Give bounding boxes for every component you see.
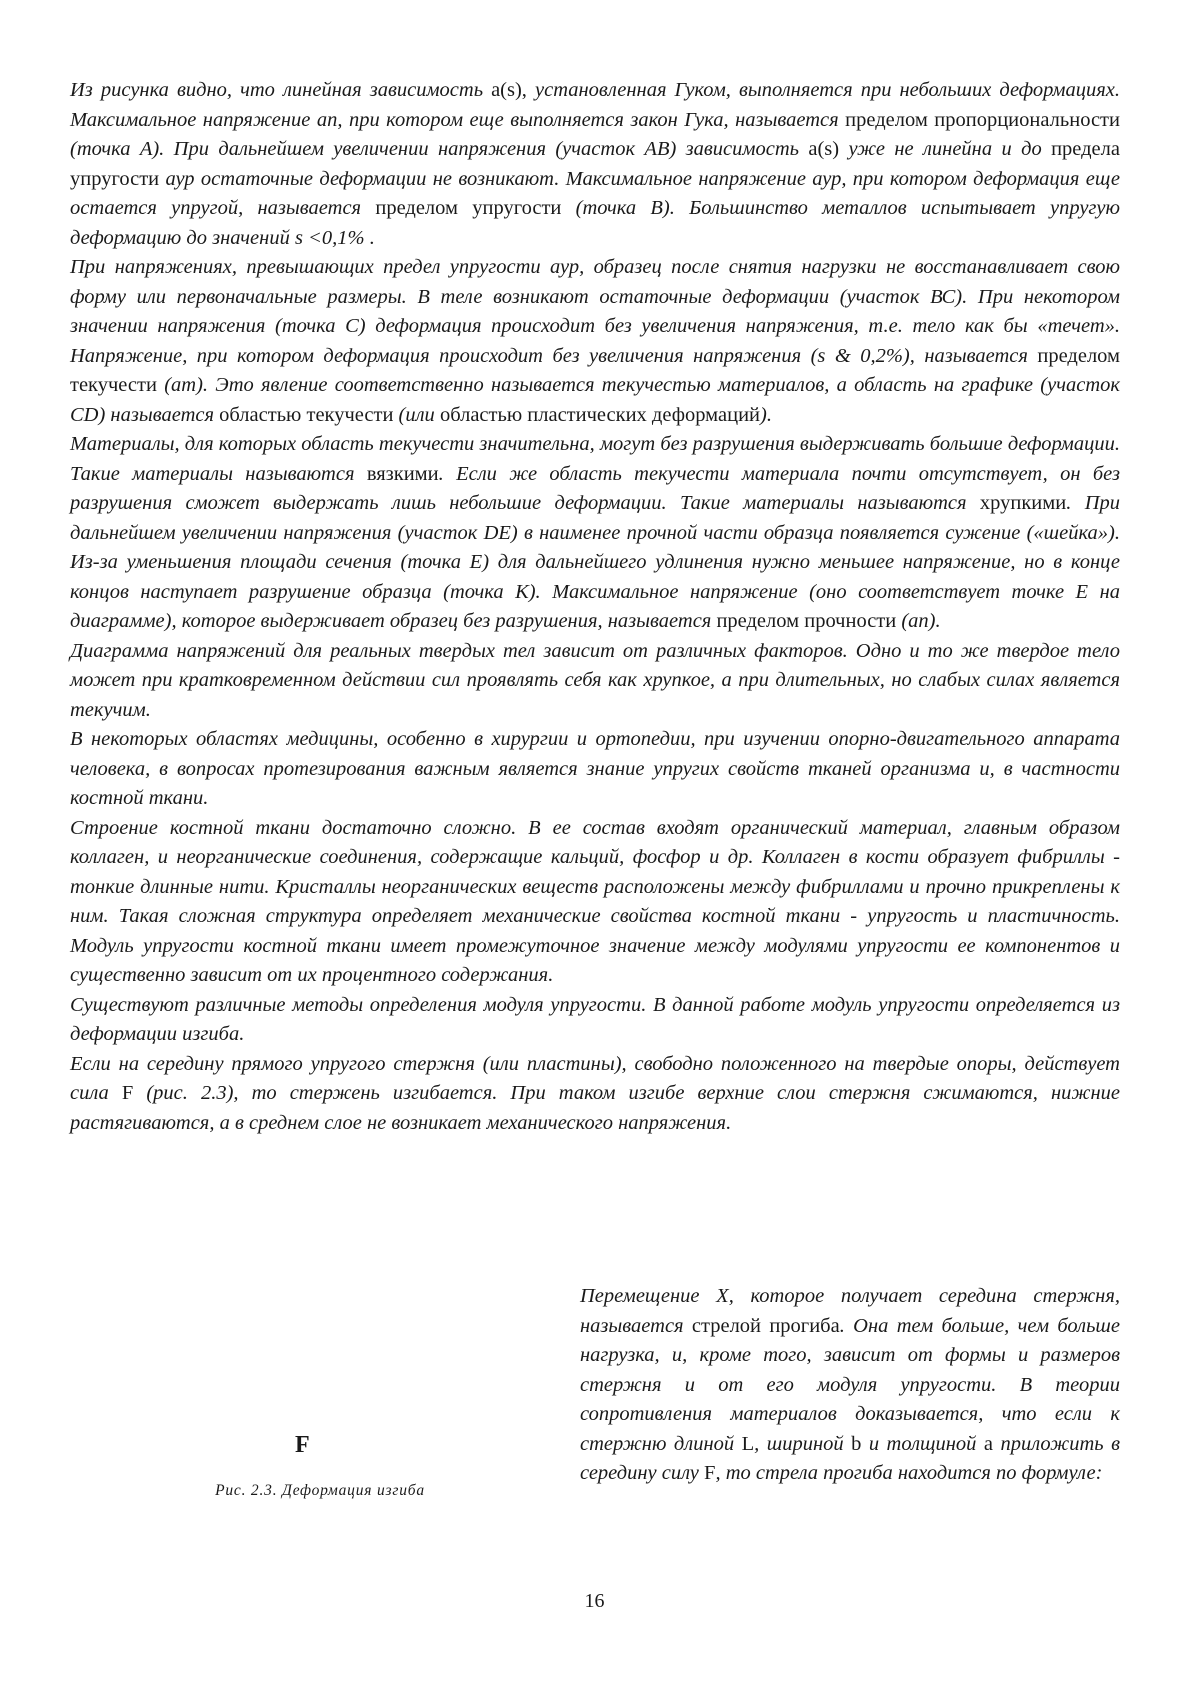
term-text: L [741, 1432, 755, 1455]
text-run: Из рисунка видно, что линейная зависимость [70, 79, 492, 101]
figure-caption: Рис. 2.3. Деформация изгиба [215, 1482, 425, 1499]
paragraph [70, 725, 1120, 814]
text-run: аур остаточные деформации не возникают. Максимальное напряжение аур, при котором деформация еще остается упругой, называется [70, 167, 1120, 219]
term-text: a [983, 1432, 994, 1455]
text-run: , шириной [754, 1432, 852, 1455]
text-run: (ап). [896, 610, 941, 632]
text-run: Материалы, для которых область текучести значительна, могут без разрушения выдерживать большие деформации. Такие материалы называются [70, 433, 1120, 485]
text-run: . Она тем больше, чем больше нагрузка, и, кроме того, зависит от формы и размеров стержня и от его модуля упругости. В теории сопротивления материалов доказывается, что если к стержню длиной [580, 1314, 1120, 1455]
text-run: В некоторых областях медицины, особенно в хирургии и ортопедии, при изучении опорно-двигательного аппарата человека, в вопросах протезирования важным является знание упругих свойств тканей организма и, в частности костной ткани. [70, 728, 1120, 809]
term-text: b [851, 1432, 862, 1455]
text-run: При напряжениях, превышающих предел упругости аур, образец после снятия нагрузки не восстанавливает свою форму или первоначальные размеры. В теле возникают остаточные деформации (участок ВС). При некотором значении напряжения (точка С) деформация происходит без увеличения напряжения, т.е. тело как бы «течет». Напряжение, при котором деформация происходит без увеличения напряжения (s & 0,2%), называется [70, 256, 1120, 367]
text-run: приложить в середину силу [580, 1432, 1120, 1484]
text-run: (или [393, 403, 440, 426]
text-run: (точка А). При дальнейшем увеличении напряжения (участок АВ) зависимость [70, 138, 809, 160]
text-run: Диаграмма напряжений для реальных твердых тел зависит от различных факторов. Одно и то же твердое тело может при кратковременном действии сил проявлять себя как хрупкое, а при длительных, но слабых силах является текучим. [70, 639, 1120, 721]
term-text: a(s) [808, 138, 840, 160]
text-run: Существуют различные методы определения модуля упругости. В данной работе модуль упругости определяется из деформации изгиба. [70, 993, 1120, 1045]
text-run: . При дальнейшем увеличении напряжения (участок DE) в наименее прочной части образца появляется сужение («шейка»). Из-за уменьшения площади сечения (точка Е) для дальнейшего удлинения нужно меньшее напряжение, но в конце концов наступает разрушение образца (точка К). Максимальное напряжение (оно соответствует точке Е на диаграмме), которое выдерживает образец без разрушения, называется [70, 492, 1120, 632]
text-run: (точка В). Большинство металлов испытывает упругую деформацию до значений s <0,1% . [70, 197, 1120, 249]
side-text [580, 1282, 1120, 1489]
term-text: пределом упругости [375, 197, 562, 219]
paragraph [70, 814, 1120, 991]
term-text: хрупкими [979, 492, 1067, 514]
text-run: Строение костной ткани достаточно сложно. В ее состав входят органический материал, главным образом коллаген, и неорганические соединения, содержащие кальций, фосфор и др. Коллаген в кости образует фибриллы - тонкие длинные нити. Кристаллы неорганических веществ расположены между фибриллами и прочно прикреплены к ним. Такая сложная структура определяет механические свойства костной ткани - упругость и пластичность. Модуль упругости костной ткани имеет промежуточное значение между модулями упругости ее компонентов и существенно зависит от их процентного содержания. [70, 816, 1120, 986]
text-run: (ат). Это явление соответственно называется текучестью материалов, а область на графике (участок CD) называется [70, 374, 1120, 426]
figure-bending [140, 1300, 500, 1500]
text-run: Перемещение X, которое получает середина стержня, называется [580, 1285, 1120, 1337]
paragraph [70, 430, 1120, 637]
term-text: предела упругости [70, 138, 1120, 190]
term-text: областью текучести [219, 403, 394, 426]
main-text [70, 76, 1120, 1138]
paragraph [70, 637, 1120, 726]
text-run: уже не линейна и до [839, 138, 1052, 160]
term-text: F [704, 1462, 716, 1484]
paragraph [70, 76, 1120, 253]
term-text: стрелой прогиба [691, 1314, 840, 1337]
force-label: F [295, 1432, 310, 1458]
text-run: . Если же область текучести материала почти отсутствует, он без разрушения сможет выдержать лишь небольшие деформации. Такие материалы называются [70, 462, 1120, 514]
text-run: установленная Гуком, выполняется при небольших деформациях. Максимальное напряжение ап, при котором еще выполняется закон Гука, называется [70, 79, 1120, 131]
text-run: ). [760, 403, 772, 426]
term-text: a(s), [491, 79, 527, 101]
paragraph [70, 253, 1120, 430]
term-text: пределом пропорциональности [845, 108, 1120, 131]
text-run: , то стрела прогиба находится по формуле: [715, 1462, 1103, 1484]
paragraph [70, 1050, 1120, 1139]
paragraph [70, 991, 1120, 1050]
page-number: 16 [584, 1590, 605, 1612]
term-text: вязкими [366, 462, 439, 485]
side-paragraph [580, 1282, 1120, 1489]
term-text: пределом текучести [70, 344, 1120, 396]
text-run: Если на середину прямого упругого стержня (или пластины), свободно положенного на твердые опоры, действует сила [70, 1052, 1120, 1104]
text-run: (рис. 2.3), то стержень изгибается. При таком изгибе верхние слои стержня сжимаются, нижние растягиваются, а в среднем слое не возникает механического напряжения. [70, 1082, 1120, 1134]
term-text: пределом прочности [716, 610, 897, 632]
term-text: F [121, 1082, 134, 1104]
term-text: областью пластических деформаций [439, 403, 761, 426]
text-run: и толщиной [861, 1432, 984, 1455]
